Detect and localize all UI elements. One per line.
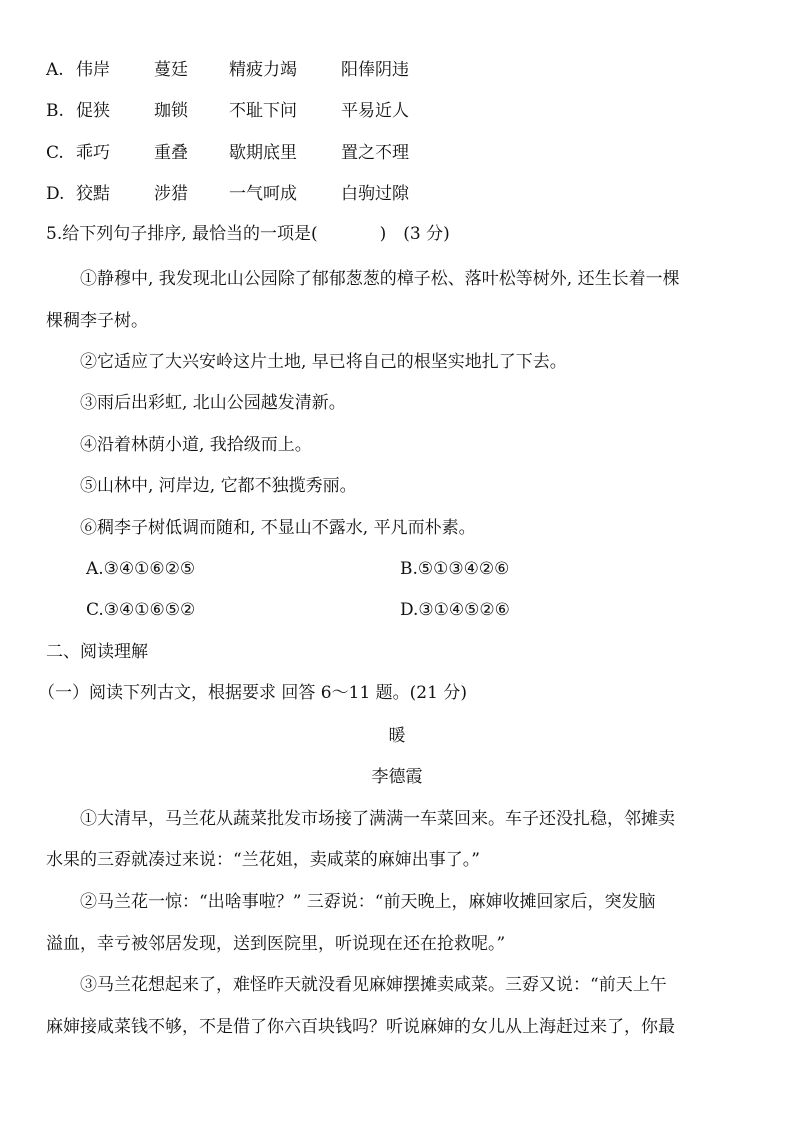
article-author: 李德霞 [371, 767, 423, 787]
q5-stem [46, 222, 450, 246]
q5-option-b: B.⑤①③④②⑥ [400, 559, 510, 579]
option-word-1: 乖巧 [76, 143, 110, 163]
paragraph-2: ②马兰花一惊：“出啥事啦？” 三孬说：“前天晚上，麻婶收摊回家后，突发脑 [80, 892, 656, 912]
q4-option-d [46, 182, 451, 206]
option-word-1: 狡黠 [76, 184, 110, 204]
q4-option-a [46, 58, 451, 82]
q4-option-c [46, 141, 451, 165]
section-heading: 二、阅读理解 [46, 642, 148, 662]
paragraph-1-cont: 水果的三孬就凑过来说：“兰花姐，卖咸菜的麻婶出事了。” [46, 850, 480, 870]
option-word-1: 伟岸 [76, 60, 110, 80]
paragraph-3-cont: 麻婶接咸菜钱不够，不是借了你六百块钱吗？听说麻婶的女儿从上海赶过来了，你最 [46, 1017, 675, 1037]
q5-option-a: A.③④①⑥②⑤ [86, 559, 196, 579]
option-word-4: 平易近人 [341, 101, 409, 121]
option-word-4: 白驹过隙 [341, 184, 409, 204]
option-word-2: 涉猎 [154, 184, 188, 204]
q5-stem-text: 5.给下列句子排序, 最恰当的一项是( [46, 224, 318, 244]
option-word-3: 不耻下问 [229, 101, 297, 121]
option-word-4: 置之不理 [341, 143, 409, 163]
option-word-2: 重叠 [154, 143, 188, 163]
option-letter: B. [46, 101, 64, 121]
q5-sentence-5: ⑤山林中, 河岸边, 它都不独揽秀丽。 [80, 476, 357, 496]
q5-sentence-3: ③雨后出彩虹, 北山公园越发清新。 [80, 393, 346, 413]
q5-score: ) (3 分) [379, 224, 450, 244]
option-word-3: 一气呵成 [229, 184, 297, 204]
paragraph-3: ③马兰花想起来了，难怪昨天就没看见麻婶摆摊卖咸菜。三孬又说：“前天上午 [80, 975, 667, 995]
q5-sentence-1: ①静穆中, 我发现北山公园除了郁郁葱葱的樟子松、落叶松等树外, 还生长着一棵 [80, 269, 680, 289]
option-letter: A. [46, 60, 64, 80]
option-word-3: 歇期底里 [229, 143, 297, 163]
q4-option-b [46, 99, 451, 123]
option-letter: C. [46, 143, 64, 163]
q5-option-c: C.③④①⑥⑤② [86, 600, 196, 620]
option-word-2: 珈锁 [154, 101, 188, 121]
option-word-4: 阳俸阴违 [341, 60, 409, 80]
sub-section-heading: （一）阅读下列古文，根据要求 回答 6～11 题。(21 分) [38, 683, 467, 703]
article-title: 暖 [388, 726, 406, 746]
option-word-3: 精疲力竭 [229, 60, 297, 80]
option-letter: D. [46, 184, 65, 204]
q5-sentence-4: ④沿着林荫小道, 我拾级而上。 [80, 435, 312, 455]
q5-option-d: D.③①④⑤②⑥ [400, 600, 510, 620]
q5-sentence-1-cont: 棵稠李子树。 [46, 311, 148, 331]
paragraph-1: ①大清早，马兰花从蔬菜批发市场接了满满一车菜回来。车子还没扎稳，邻摊卖 [80, 809, 675, 829]
q5-sentence-2: ②它适应了大兴安岭这片土地, 早已将自己的根坚实地扎了下去。 [80, 352, 567, 372]
q5-sentence-6: ⑥稠李子树低调而随和, 不显山不露水, 平凡而朴素。 [80, 518, 476, 538]
option-word-2: 蔓廷 [154, 60, 188, 80]
option-word-1: 促狭 [76, 101, 110, 121]
paragraph-2-cont: 溢血，幸亏被邻居发现，送到医院里，听说现在还在抢救呢。” [46, 934, 506, 954]
